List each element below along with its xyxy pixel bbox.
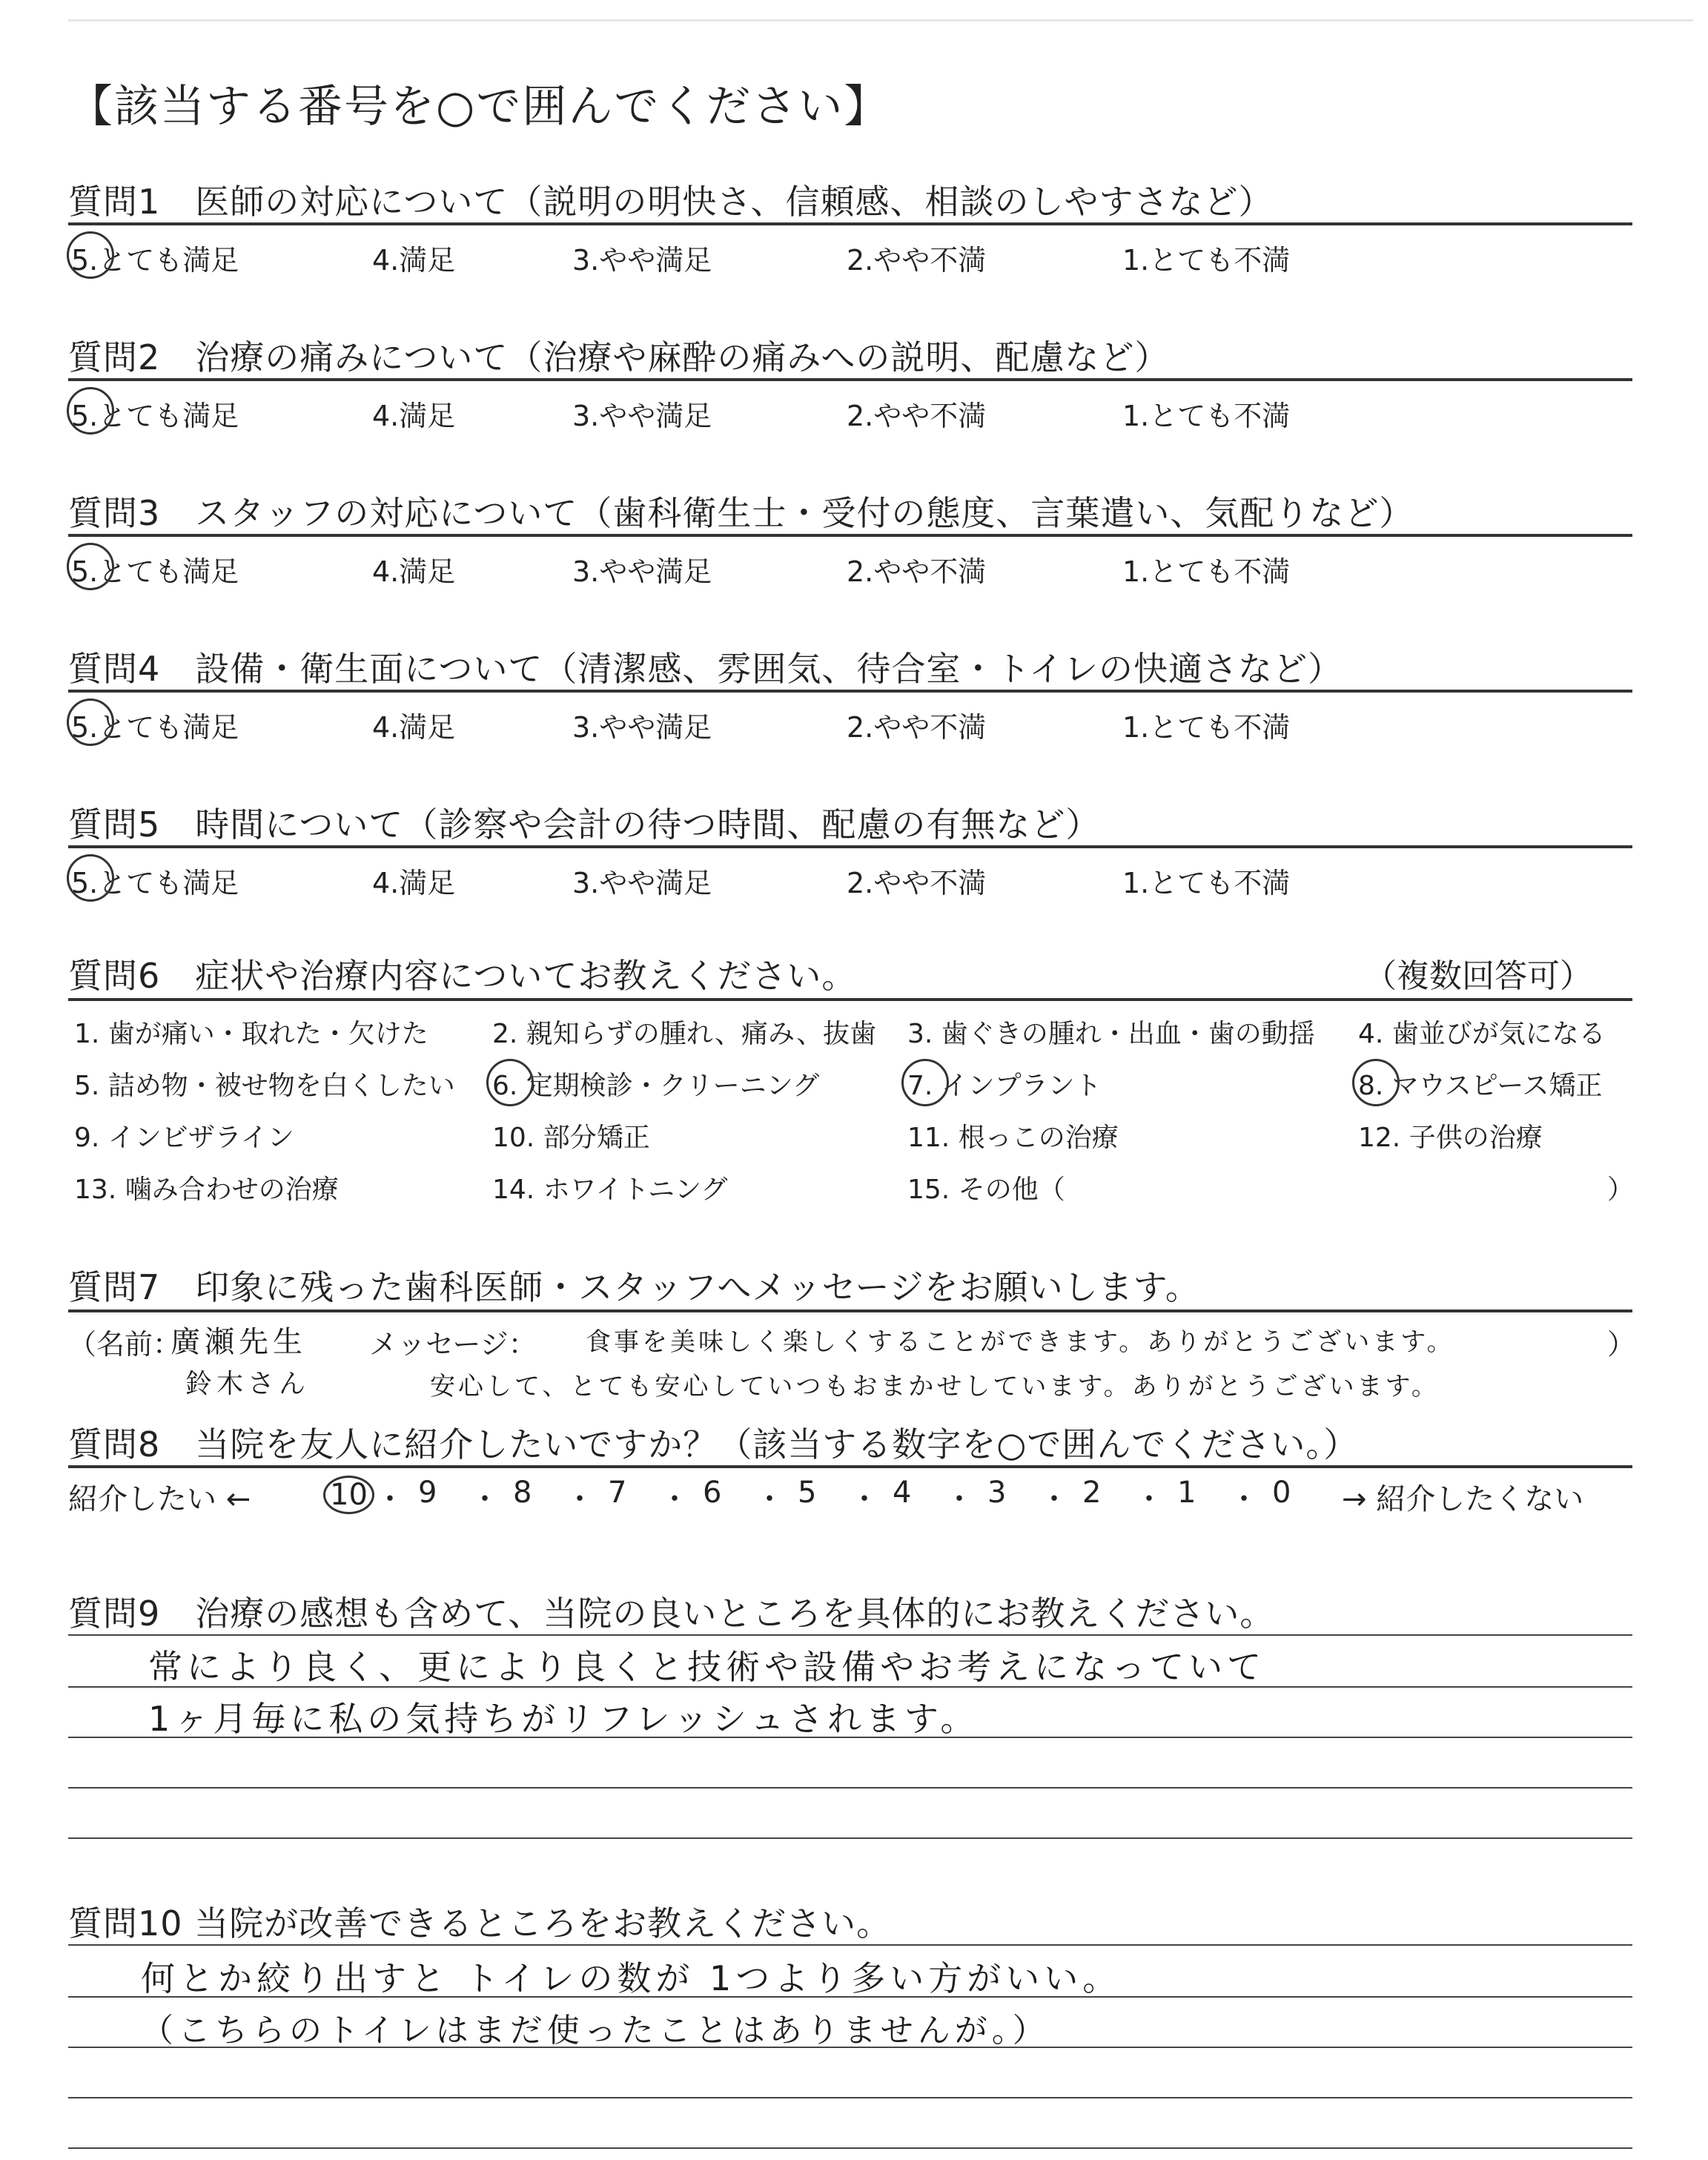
scan-border (68, 19, 1693, 22)
q10-answer-line-2: （こちらのトイレはまだ使ったことはありませんが。） (141, 2012, 1050, 2050)
q1-option-2[interactable] (847, 237, 986, 278)
q8-scale-8[interactable]: 8 (513, 1476, 532, 1510)
option-number: 3. (572, 711, 600, 744)
q8-title: 質問8 当院を友人に紹介したいですか？（該当する数字を○で囲んでください。） (68, 1424, 1359, 1464)
q9-rule-4 (68, 1787, 1632, 1789)
option-label: やや不満 (873, 867, 987, 899)
option-label: とても不満 (1149, 867, 1291, 899)
option-number: 3. (572, 555, 600, 588)
q8-right-label: → 紹介したくない (1342, 1482, 1584, 1516)
option-number: 4. (372, 555, 400, 588)
option-number: 5. (71, 555, 99, 588)
option-number: 1. (1122, 244, 1150, 277)
q6-option-7[interactable]: 7. インプラント (907, 1071, 1102, 1101)
q6-option-10[interactable]: 10. 部分矯正 (492, 1123, 650, 1153)
option-number: 3. (572, 244, 600, 277)
option-number: 2. (847, 400, 874, 432)
option-number: 5. (71, 244, 99, 277)
q1-option-5[interactable] (71, 237, 239, 278)
q8-scale-separator: ・ (1134, 1482, 1164, 1516)
q6-option-14[interactable]: 14. ホワイトニング (492, 1175, 728, 1205)
q3-title: 質問3 スタッフの対応について（歯科衛生士・受付の態度、言葉遣い、気配りなど） (68, 493, 1414, 533)
q7-message-label: メッセージ： (369, 1328, 537, 1361)
option-number: 2. (847, 711, 874, 744)
option-number: 5. (71, 867, 99, 899)
selection-circle (1352, 1059, 1400, 1106)
q10-title: 質問10 当院が改善できるところをお教えください。 (68, 1903, 892, 1943)
option-label: とても満足 (98, 711, 239, 744)
q8-scale-5[interactable]: 5 (798, 1476, 817, 1510)
q1-option-1[interactable] (1122, 237, 1290, 278)
instruction-heading: 【該当する番号を○で囲んでください】 (68, 81, 890, 133)
option-label: 満足 (399, 244, 456, 277)
q2-option-1[interactable] (1122, 393, 1290, 434)
q4-rule (68, 690, 1632, 693)
q8-left-label: 紹介したい ← (68, 1482, 251, 1516)
q8-scale-separator: ・ (565, 1482, 595, 1516)
q8-scale-separator: ・ (660, 1482, 689, 1516)
q4-option-5[interactable] (71, 704, 239, 745)
option-number: 5. (71, 400, 99, 432)
q6-option-8[interactable]: 8. マウスピース矯正 (1358, 1071, 1603, 1101)
option-label: やや満足 (599, 244, 712, 277)
q8-scale-4[interactable]: 4 (893, 1476, 912, 1510)
q8-scale-separator: ・ (1229, 1482, 1259, 1516)
option-label: やや満足 (599, 555, 712, 588)
option-number: 4. (372, 244, 400, 277)
option-number: 2. (847, 244, 874, 277)
q8-rule (68, 1465, 1632, 1468)
q8-recommend-scale (68, 1476, 1632, 1520)
q8-scale-0[interactable]: 0 (1272, 1476, 1291, 1510)
q1-option-4[interactable] (372, 237, 455, 278)
q9-rule-5 (68, 1837, 1632, 1839)
q1-rule (68, 222, 1632, 225)
q7-entry-2-name: 鈴木さん (185, 1369, 311, 1399)
option-label: とても不満 (1149, 400, 1291, 432)
q1-rating-options (68, 237, 1632, 279)
q5-rule (68, 845, 1632, 848)
q7-title: 質問7 印象に残った歯科医師・スタッフへメッセージをお願いします。 (68, 1267, 1200, 1307)
q6-option-2[interactable]: 2. 親知らずの腫れ、痛み、抜歯 (492, 1019, 877, 1049)
q2-title: 質問2 治療の痛みについて（治療や麻酔の痛みへの説明、配慮など） (68, 337, 1170, 377)
option-number: 2. (847, 867, 874, 899)
q7-close-paren: ） (1607, 1328, 1636, 1361)
q8-scale-separator: ・ (944, 1482, 974, 1516)
option-number: 4. (372, 711, 400, 744)
q4-title: 質問4 設備・衛生面について（清潔感、雰囲気、待合室・トイレの快適さなど） (68, 649, 1343, 689)
option-label: 満足 (399, 555, 456, 588)
q8-scale-2[interactable]: 2 (1082, 1476, 1102, 1510)
option-label: やや満足 (599, 867, 712, 899)
selection-circle (901, 1059, 949, 1106)
q6-option-15[interactable]: 15. その他（ (907, 1175, 1065, 1205)
option-label: やや不満 (873, 244, 987, 277)
q10-answer-line-1: 何とか絞り出すと トイレの数が 1つより多い方がいい。 (141, 1958, 1122, 1998)
q6-option-4[interactable]: 4. 歯並びが気になる (1358, 1019, 1606, 1049)
q8-scale-separator: ・ (470, 1482, 500, 1516)
q6-option-5[interactable]: 5. 詰め物・被せ物を白くしたい (74, 1071, 455, 1101)
q3-option-3[interactable] (572, 549, 712, 589)
option-number: 4. (372, 867, 400, 899)
option-label: とても不満 (1149, 555, 1291, 588)
option-number: 4. (372, 400, 400, 432)
q7-name-label: （名前： (68, 1328, 182, 1361)
option-label: とても満足 (98, 555, 239, 588)
option-label: 満足 (399, 711, 456, 744)
q4-option-2[interactable] (847, 704, 986, 745)
q9-answer-line-2: 1ヶ月毎に私の気持ちがリフレッシュされます。 (148, 1699, 979, 1739)
option-number: 3. (572, 400, 600, 432)
option-number: 5. (71, 711, 99, 744)
q4-option-1[interactable] (1122, 704, 1290, 745)
option-number: 3. (572, 867, 600, 899)
q8-scale-10[interactable]: 10 (323, 1476, 374, 1514)
selection-circle (67, 854, 114, 902)
q10-rule-4 (68, 2097, 1632, 2098)
q6-option-1[interactable]: 1. 歯が痛い・取れた・欠けた (74, 1019, 428, 1049)
q2-option-5[interactable] (71, 393, 239, 434)
q2-rating-options (68, 393, 1632, 435)
q2-option-3[interactable] (572, 393, 712, 434)
q6-option-11[interactable]: 11. 根っこの治療 (907, 1123, 1119, 1153)
q6-rule (68, 998, 1632, 1001)
q2-option-4[interactable] (372, 393, 455, 434)
q8-scale-separator: ・ (850, 1482, 879, 1516)
option-label: やや不満 (873, 711, 987, 744)
q3-rating-options (68, 549, 1632, 590)
q3-option-2[interactable] (847, 549, 986, 589)
q9-rule-1 (68, 1634, 1632, 1636)
option-number: 2. (847, 555, 874, 588)
q8-scale-separator: ・ (375, 1482, 405, 1516)
option-label: やや満足 (599, 400, 712, 432)
option-label: 満足 (399, 400, 456, 432)
q3-option-5[interactable] (71, 549, 239, 589)
q8-scale-3[interactable]: 3 (987, 1476, 1007, 1510)
q4-option-4[interactable] (372, 704, 455, 745)
q1-option-3[interactable] (572, 237, 712, 278)
q5-title: 質問5 時間について（診察や会計の待つ時間、配慮の有無など） (68, 805, 1101, 845)
q10-rule-1 (68, 1944, 1632, 1946)
q8-scale-separator: ・ (1039, 1482, 1069, 1516)
q3-option-4[interactable] (372, 549, 455, 589)
option-label: やや不満 (873, 400, 987, 432)
selection-circle (67, 698, 114, 746)
selection-circle (486, 1059, 534, 1106)
q7-entry-2-message: 安心して、とても安心していつもおまかせしています。ありがとうございます。 (430, 1372, 1440, 1401)
q6-option-16[interactable]: ） (1607, 1175, 1635, 1205)
option-label: とても満足 (98, 400, 239, 432)
q9-answer-line-1: 常により良く、更により良くと技術や設備やお考えになっていて (148, 1647, 1266, 1687)
option-label: とても不満 (1149, 711, 1291, 744)
option-label: やや不満 (873, 555, 987, 588)
option-number: 1. (1122, 400, 1150, 432)
option-number: 1. (1122, 711, 1150, 744)
q5-option-4[interactable] (372, 860, 455, 901)
q6-option-6[interactable]: 6. 定期検診・クリーニング (492, 1071, 820, 1101)
option-label: 満足 (399, 867, 456, 899)
q5-rating-options (68, 860, 1632, 902)
q5-option-3[interactable] (572, 860, 712, 901)
q8-scale-separator: ・ (755, 1482, 784, 1516)
q6-option-13[interactable]: 13. 噛み合わせの治療 (74, 1175, 339, 1205)
selection-circle (67, 387, 114, 435)
selection-circle (67, 543, 114, 590)
option-number: 1. (1122, 555, 1150, 588)
q3-rule (68, 534, 1632, 537)
q7-rule (68, 1309, 1632, 1312)
q8-scale-9[interactable]: 9 (418, 1476, 437, 1510)
q6-option-9[interactable]: 9. インビザライン (74, 1123, 294, 1153)
q7-entry-1-name: 廣瀬先生 (171, 1325, 307, 1359)
q6-title: 質問6 症状や治療内容についてお教えください。 (68, 956, 857, 996)
q2-option-2[interactable] (847, 393, 986, 434)
selection-circle (67, 231, 114, 279)
option-label: とても満足 (98, 244, 239, 277)
q6-option-3[interactable]: 3. 歯ぐきの腫れ・出血・歯の動揺 (907, 1019, 1315, 1049)
q6-multiple-note: （複数回答可） (1364, 957, 1592, 995)
option-label: やや満足 (599, 711, 712, 744)
option-number: 1. (1122, 867, 1150, 899)
q4-option-3[interactable] (572, 704, 712, 745)
q1-title: 質問1 医師の対応について（説明の明快さ、信頼感、相談のしやすさなど） (68, 182, 1274, 222)
q10-rule-5 (68, 2147, 1632, 2149)
q5-option-2[interactable] (847, 860, 986, 901)
q7-entry-1-message: 食事を美味しく楽しくすることができます。ありがとうございます。 (586, 1327, 1455, 1357)
q4-rating-options (68, 704, 1632, 746)
q6-option-12[interactable]: 12. 子供の治療 (1358, 1123, 1543, 1153)
q3-option-1[interactable] (1122, 549, 1290, 589)
q8-scale-7[interactable]: 7 (608, 1476, 627, 1510)
option-label: とても不満 (1149, 244, 1291, 277)
option-label: とても満足 (98, 867, 239, 899)
q8-scale-6[interactable]: 6 (703, 1476, 722, 1510)
q9-title: 質問9 治療の感想も含めて、当院の良いところを具体的にお教えください。 (68, 1593, 1275, 1634)
q5-option-5[interactable] (71, 860, 239, 901)
q2-rule (68, 378, 1632, 381)
q8-scale-1[interactable]: 1 (1177, 1476, 1196, 1510)
q5-option-1[interactable] (1122, 860, 1290, 901)
